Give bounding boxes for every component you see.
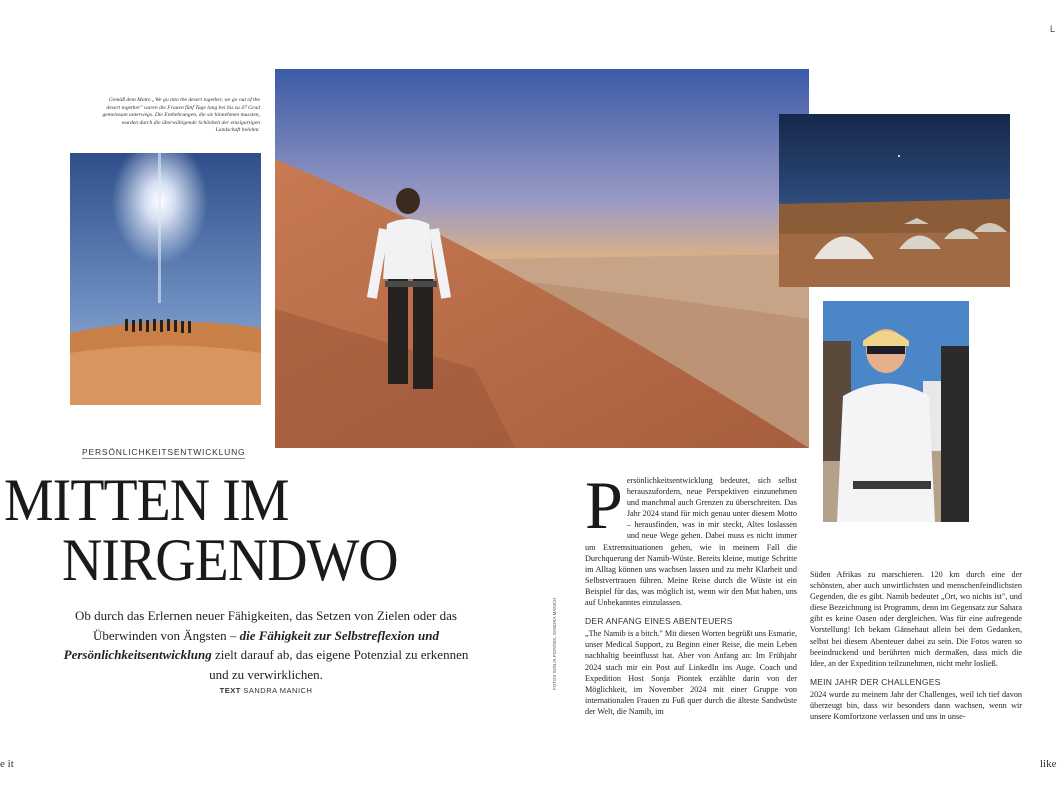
body-column-2 bbox=[810, 569, 1022, 722]
photo-woman-portrait bbox=[823, 301, 969, 522]
photo-caption: Gemäß dem Motto „We go into the desert together, we go out of the desert together" waren die Frauen fünf Tage lang bei bis zu 47 Grad gemeinsam unterwegs. Die Entbehrungen, die sie hinnehmen mussten, wurden durch die überwältigende Schönheit der einzigartigen Landschaft belohnt. bbox=[102, 97, 260, 134]
headline-line-2: NIRGENDWO bbox=[62, 527, 398, 593]
photo-tent-camp bbox=[779, 114, 1010, 287]
body-paragraph-1: ersönlichkeitsentwicklung bedeutet, sich selbst herauszufordern, neue Perspektiven einzunehmen und manchmal auch Grenzen zu überschreiten. Das Jahr 2024 stand für mich genau unter diesem Motto – herausfinden, was in mir steckt, Altes loslassen und neue Wege gehen. Dabei muss es nicht immer um Extremsituationen gehen, wie in meinem Fall die Durchquerung der Namib-Wüste. Bereits kleine, mutige Schritte im Alltag können uns wachsen lassen und zu mehr Klarheit und Selbstvertrauen führen. Meine Reise durch die Wüste ist ein Beispiel für das, was möglich ist, wenn wir den Mut haben, uns auf Unbekanntes einzulassen. bbox=[585, 476, 797, 608]
body-column-1 bbox=[585, 467, 797, 717]
lead-text-start: Ob durch das Erlernen neuer Fähigkeiten, das Setzen von Zielen oder das Überwinden von Ängsten – bbox=[75, 608, 457, 643]
body-paragraph-2: „The Namib is a bitch." Mit diesen Worten begrüßt uns Esmarie, unser Medical Support, zu Beginn einer Reise, die mein Leben nachhaltig beeinflusst hat. Aber von Anfang an: Im Frühjahr 2024 stach mir ein Post auf LinkedIn ins Auge. Coach und Expedition Host Sonja Piontek erzählte darin von der Möglichkeit, im November 2024 mit einer Gruppe von internationalen Frauen zu Fuß quer durch die älteste Sandwüste der Welt, die Namib, im bbox=[585, 629, 797, 716]
body-paragraph-3: Süden Afrikas zu marschieren. 120 km durch eine der schönsten, aber auch unwirtlichsten und menschenfeindlichsten Gegenden, die es gibt. Namib bedeutet „Ort, wo nichts ist", und diese Bezeichnung ist Programm, denn im Gegensatz zur Sahara gibt es keine Oasen oder dergleichen. Was für eine aufregende Vorstellung! Ich bekam Gänsehaut allein bei dem Gedanken, selbst bei diesem Abenteuer dabei zu sein. Die Fotos waren so beeindruckend und berührten mich dermaßen, dass mich die Idee, an der Expedition teilzunehmen, nicht mehr losließ. bbox=[810, 570, 1022, 668]
photo-credit: FOTOS SONJA PIONTEK, SANDRA MANICH bbox=[552, 597, 557, 690]
section-kicker: PERSÖNLICHKEITSENTWICKLUNG bbox=[82, 447, 246, 457]
byline-label: TEXT bbox=[219, 686, 241, 695]
headline-line-1: MITTEN IM bbox=[4, 467, 289, 533]
lead-text-end: zielt darauf ab, das eigene Potenzial zu erkennen und zu verwirklichen. bbox=[209, 647, 469, 682]
drop-cap: P bbox=[585, 467, 623, 543]
subheading-anfang: DER ANFANG EINES ABENTEUERS bbox=[585, 616, 733, 627]
lead-text-emphasis: die Fähigkeit zur Selbstreflexion und Persönlichkeitsentwicklung bbox=[63, 627, 439, 662]
body-paragraph-4: 2024 wurde zu meinem Jahr der Challenges, weil ich tief davon überzeugt bin, dass wir besonders dann wachsen, wenn wir unsere Komfortzone verlassen und uns in unse- bbox=[810, 689, 1022, 722]
byline bbox=[62, 686, 470, 695]
photo-woman-on-dune bbox=[275, 69, 809, 448]
subheading-challenges: MEIN JAHR DER CHALLENGES bbox=[810, 676, 941, 687]
footer-fragment-left: e it bbox=[0, 758, 14, 770]
lead-paragraph bbox=[62, 606, 470, 684]
page-marker: L bbox=[1050, 24, 1056, 34]
byline-author: SANDRA MANICH bbox=[243, 686, 313, 695]
photo-group-sun bbox=[70, 153, 261, 405]
footer-fragment-right: like bbox=[1040, 758, 1057, 770]
